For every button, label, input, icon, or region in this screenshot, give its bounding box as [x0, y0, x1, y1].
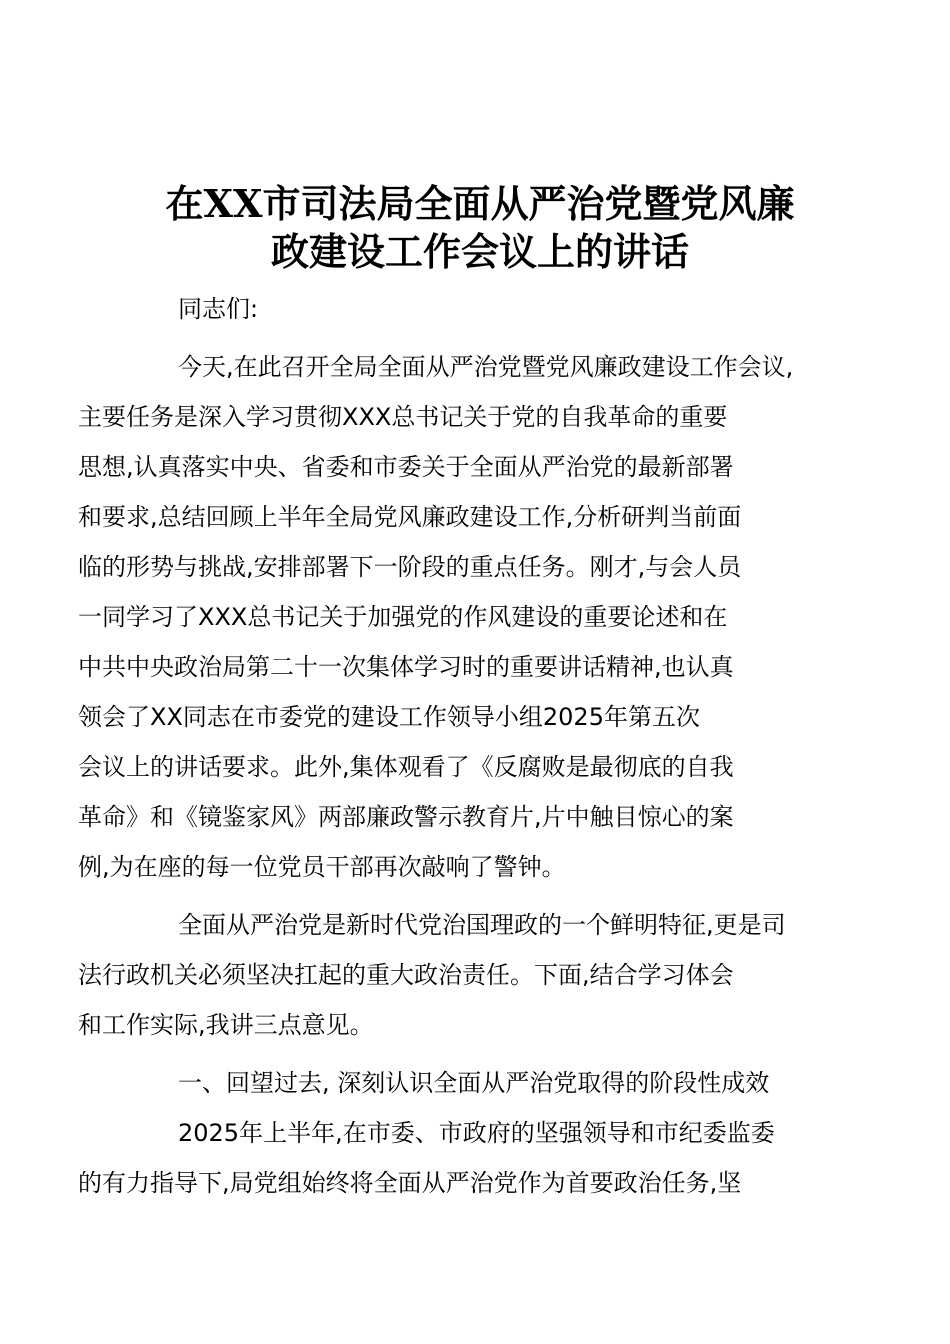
paragraph-line: 会议上的讲话要求。此外,集体观看了《反腐败是最彻底的自我: [78, 753, 734, 781]
paragraph-line: 思想,认真落实中央、省委和市委关于全面从严治党的最新部署: [78, 453, 734, 481]
paragraph-2: [78, 900, 832, 1050]
title-line-1: 在XX市司法局全面从严治党暨党风廉: [165, 181, 795, 226]
paragraph-line: 例,为在座的每一位党员干部再次敲响了警钟。: [78, 853, 566, 881]
paragraph-line: 革命》和《镜鉴家风》两部廉政警示教育片,片中触目惊心的案: [78, 803, 734, 831]
paragraph-line: 领会了XX同志在市委党的建设工作领导小组2025年第五次: [78, 703, 700, 731]
paragraph-line: 和工作实际,我讲三点意见。: [78, 1011, 374, 1039]
paragraph-line: 2025年上半年,在市委、市政府的坚强领导和市纪委监委: [178, 1119, 775, 1147]
paragraph-line: 和要求,总结回顾上半年全局党风廉政建设工作,分析研判当前面: [78, 503, 742, 531]
paragraph-line: 临的形势与挑战,安排部署下一阶段的重点任务。刚才,与会人员: [78, 553, 742, 581]
paragraph-1: [78, 342, 832, 892]
paragraph-line: 的有力指导下,局党组始终将全面从严治党作为首要政治任务,坚: [78, 1169, 742, 1197]
paragraph-line: 中共中央政治局第二十一次集体学习时的重要讲话精神,也认真: [78, 653, 734, 681]
paragraph-line: 法行政机关必须坚决扛起的重大政治责任。下面,结合学习体会: [78, 961, 734, 989]
section-heading-text: 一、回望过去, 深刻认识全面从严治党取得的阶段性成效: [178, 1069, 770, 1097]
paragraph-line: 主要任务是深入学习贯彻XXX总书记关于党的自我革命的重要: [78, 403, 728, 431]
document-body: [78, 284, 832, 1208]
paragraph-line: 一同学习了XXX总书记关于加强党的作风建设的重要论述和在: [78, 603, 728, 631]
section-heading-1: [128, 1058, 832, 1108]
paragraph-line: 全面从严治党是新时代党治国理政的一个鲜明特征,更是司: [178, 911, 786, 939]
salutation: 同志们:: [178, 295, 259, 323]
document-title: [128, 180, 832, 276]
paragraph-3: [78, 1108, 832, 1208]
paragraph-line: 今天,在此召开全局全面从严治党暨党风廉政建设工作会议,: [178, 353, 794, 381]
title-line-2: 政建设工作会议上的讲话: [270, 229, 689, 274]
